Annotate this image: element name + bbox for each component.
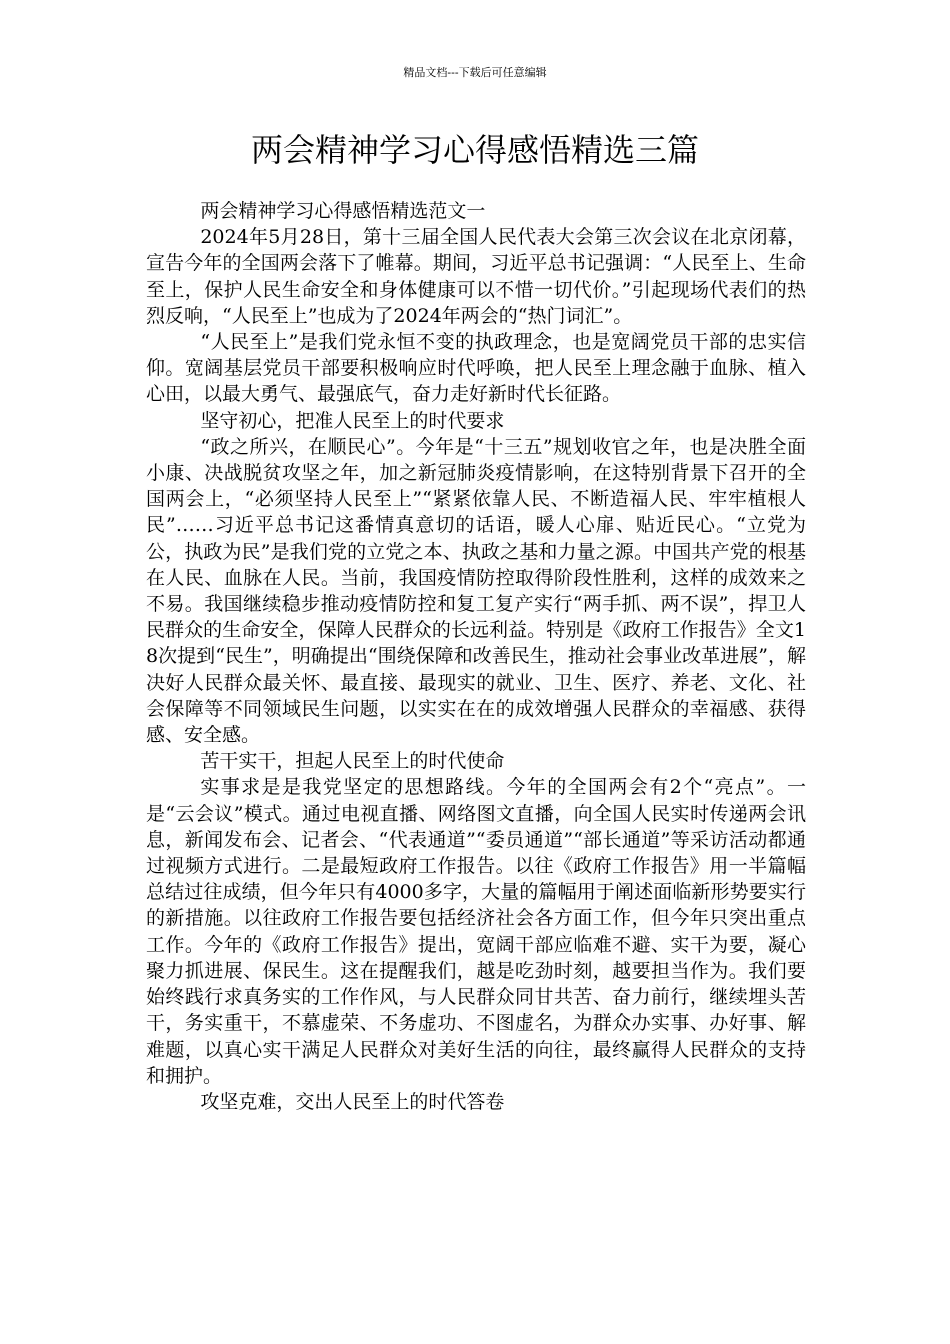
section-heading: 苦干实干，担起人民至上的时代使命 (200, 750, 505, 773)
header-note: 精品文档---下载后可任意编辑 (403, 66, 547, 79)
section-heading: 攻坚克难，交出人民至上的时代答卷 (200, 1090, 505, 1113)
subtitle-paragraph: 两会精神学习心得感悟精选范文一 (200, 200, 486, 222)
section-heading: 坚守初心，把准人民至上的时代要求 (200, 409, 505, 432)
body-paragraph: “政之所兴，在顺民心”。今年是“十三五”规划收官之年，也是决胜全面小康、决战脱贫攻坚之年，加之新冠肺炎疫情影响，在这特别背景下召开的全国两会上，“必须坚持人民至上”“紧紧依靠人民、不断造福人民、牢牢植根人民”……习近平总书记这番情真意切的话语，暖人心扉、贴近民心。“立党为公，执政为民”是我们党的立党之本、执政之基和力量之源。中国共产党的根基在人民、血脉在人民。当前，我国疫情防控取得阶段性胜利，这样的成效来之不易。我国继续稳步推动疫情防控和复工复产实行“两手抓、两不误”，捍卫人民群众的生命安全，保障人民群众的长远利益。特别是《政府工作报告》全文18次提到“民生”，明确提出“围绕保障和改善民生，推动社会事业改革进展”，解决好人民群众最关怀、最直接、最现实的就业、卫生、医疗、养老、文化、社会保障等不同领域民生问题，以实实在在的成效增强人民群众的幸福感、获得感、安全感。 (146, 435, 806, 747)
body-paragraph: 2024年5月28日，第十三届全国人民代表大会第三次会议在北京闭幕，宣告今年的全国两会落下了帷幕。期间，习近平总书记强调：“人民至上、生命至上，保护人民生命安全和身体健康可以不惜一切代价。”引起现场代表们的热烈反响，“人民至上”也成为了2024年两会的“热门词汇”。 (146, 226, 806, 327)
body-paragraph: 实事求是是我党坚定的思想路线。今年的全国两会有2个“亮点”。一是“云会议”模式。通过电视直播、网络图文直播，向全国人民实时传递两会讯息，新闻发布会、记者会、“代表通道”“委员通道”“部长通道”等采访活动都通过视频方式进行。二是最短政府工作报告。以往《政府工作报告》用一半篇幅总结过往成绩，但今年只有4000多字，大量的篇幅用于阐述面临新形势要实行的新措施。以往政府工作报告要包括经济社会各方面工作，但今年只突出重点工作。今年的《政府工作报告》提出，宽阔干部应临难不避、实干为要，凝心聚力抓进展、保民生。这在提醒我们，越是吃劲时刻，越要担当作为。我们要始终践行求真务实的工作作风，与人民群众同甘共苦、奋力前行，继续埋头苦干，务实重干，不慕虚荣、不务虚功、不图虚名，为群众办实事、办好事、解难题，以真心实干满足人民群众对美好生活的向往，最终赢得人民群众的支持和拥护。 (146, 776, 806, 1087)
document-body (146, 198, 806, 1115)
body-paragraph: “人民至上”是我们党永恒不变的执政理念，也是宽阔党员干部的忠实信仰。宽阔基层党员干部要积极响应时代呼唤，把人民至上理念融于血脉、植入心田，以最大勇气、最强底气，奋力走好新时代长征路。 (146, 331, 806, 406)
document-title: 两会精神学习心得感悟精选三篇 (250, 131, 699, 169)
